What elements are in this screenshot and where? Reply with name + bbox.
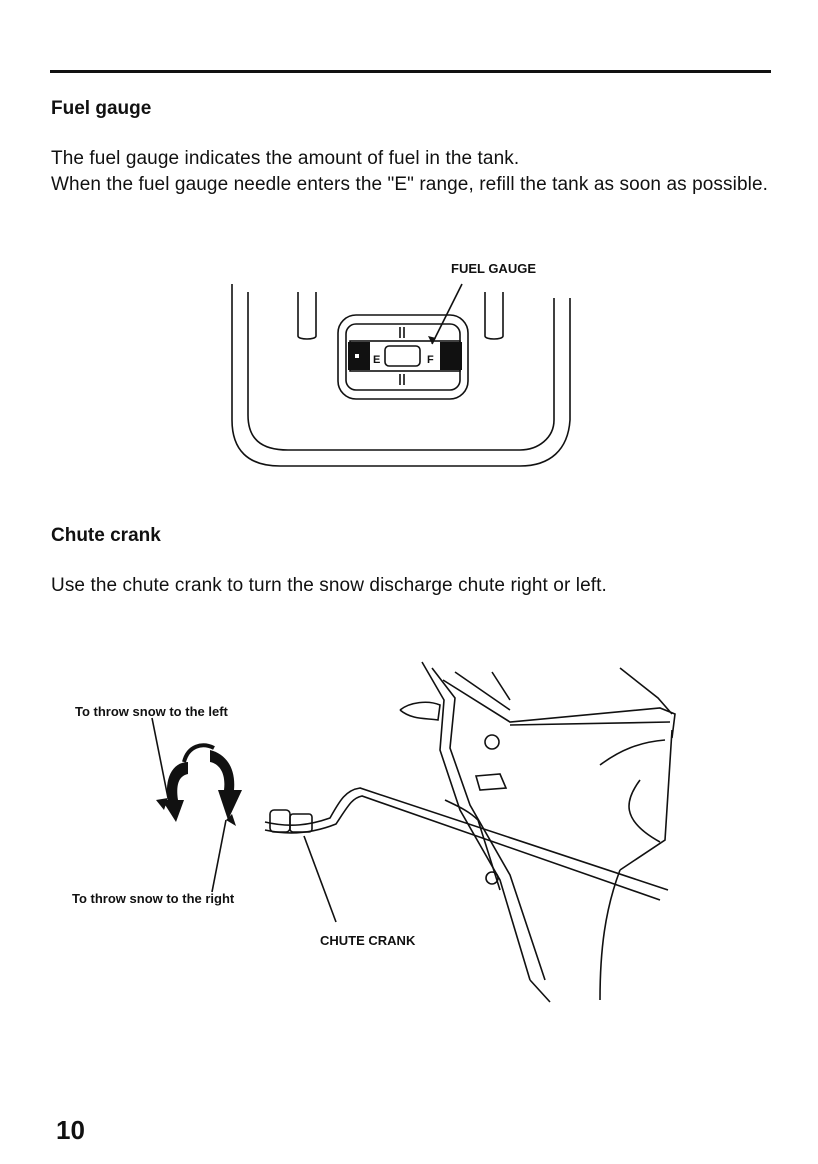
top-rule <box>50 70 771 73</box>
fuel-gauge-paragraph-2: When the fuel gauge needle enters the "E" range, refill the tank as soon as possible. <box>51 174 768 195</box>
gauge-dial-right-label: F <box>427 354 434 366</box>
label-throw-left: To throw snow to the left <box>75 704 228 719</box>
housing-outline <box>232 284 570 466</box>
rotate-right-arrow-icon <box>210 750 242 820</box>
machine-body-outline <box>422 662 530 980</box>
chute-crank-paragraph: Use the chute crank to turn the snow discharge chute right or left. <box>51 575 607 596</box>
gauge-window <box>385 346 420 366</box>
section-heading-chute-crank: Chute crank <box>51 525 161 546</box>
chute-crank-illustration <box>60 650 680 1020</box>
section-heading-fuel-gauge: Fuel gauge <box>51 98 152 119</box>
gauge-dial-left-label: E <box>373 354 381 366</box>
fuel-gauge-callout: FUEL GAUGE <box>451 261 536 276</box>
fuel-gauge-paragraph-1: The fuel gauge indicates the amount of fuel in the tank. <box>51 148 520 169</box>
fuel-gauge-illustration <box>220 270 590 480</box>
label-throw-right: To throw snow to the right <box>72 891 235 906</box>
rotate-left-arrow-icon <box>162 762 188 822</box>
page-number: 10 <box>56 1115 85 1145</box>
chute-crank-callout: CHUTE CRANK <box>320 933 416 948</box>
crank-rod <box>265 788 668 890</box>
